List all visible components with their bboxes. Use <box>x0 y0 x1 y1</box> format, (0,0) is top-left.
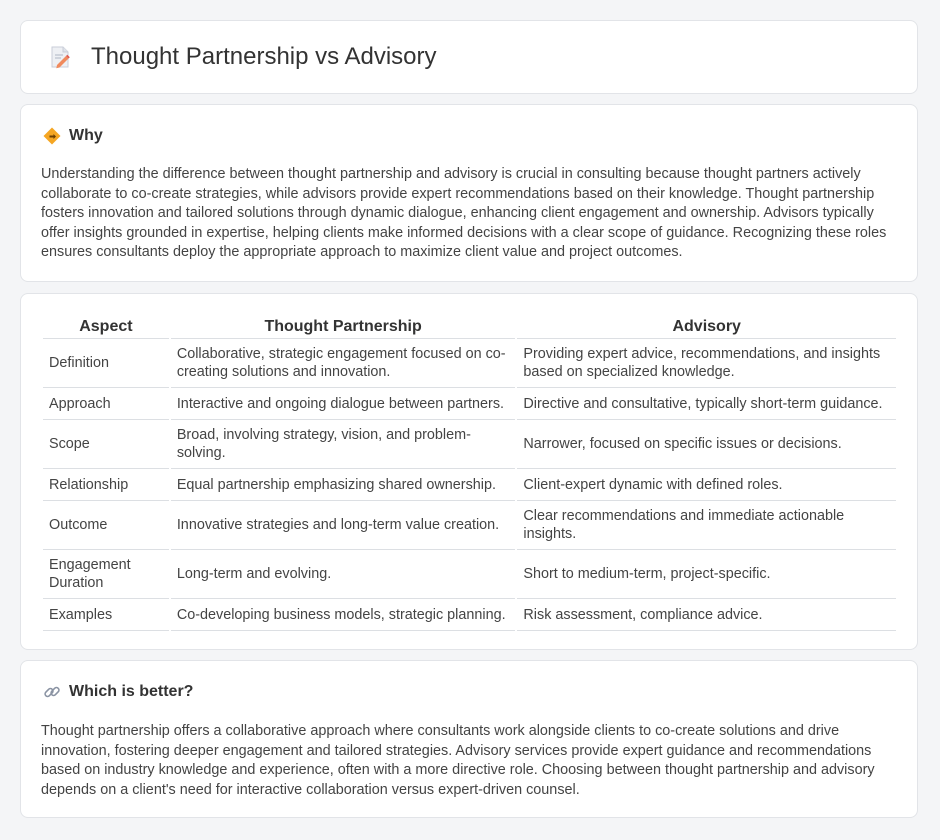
table-row <box>43 501 896 550</box>
table-header-row <box>43 316 896 339</box>
table-row <box>43 599 896 631</box>
column-header-advisory: Advisory <box>517 316 896 339</box>
why-text: Understanding the difference between thought partnership and advisory is crucial in consulting because thought partners actively collaborate to co-create strategies, while advisors provide expert recommendations based on their knowledge. Thought partnership fosters innovation and tailored solutions through dynamic dialogue, enhancing client engagement and ownership. Advisors typically offer insights grounded in expertise, helping clients make informed decisions with a clear scope of guidance. Recognizing these roles ensures consultants deploy the appropriate approach to maximize client value and project outcomes. <box>41 166 887 261</box>
why-heading: Why <box>69 127 103 144</box>
table-row <box>43 469 896 501</box>
table-cell-thought-partnership: Co-developing business models, strategic planning. <box>171 599 516 631</box>
column-header-thought-partnership: Thought Partnership <box>171 316 516 339</box>
which-is-better-section <box>20 660 918 818</box>
table-cell-thought-partnership: Long-term and evolving. <box>171 550 516 599</box>
better-heading: Which is better? <box>69 683 194 700</box>
table-cell-advisory: Directive and consultative, typically short-term guidance. <box>517 388 896 420</box>
table-row <box>43 339 896 388</box>
table-cell-thought-partnership: Broad, involving strategy, vision, and problem-solving. <box>171 420 516 469</box>
table-cell-advisory: Risk assessment, compliance advice. <box>517 599 896 631</box>
document-pencil-icon <box>47 44 73 70</box>
table-cell-thought-partnership: Equal partnership emphasizing shared ownership. <box>171 469 516 501</box>
table-cell-advisory: Client-expert dynamic with defined roles. <box>517 469 896 501</box>
table-cell-advisory: Short to medium-term, project-specific. <box>517 550 896 599</box>
table-row <box>43 420 896 469</box>
why-heading-row <box>43 127 103 145</box>
table-cell-advisory: Providing expert advice, recommendations, and insights based on specialized knowledge. <box>517 339 896 388</box>
table-cell-thought-partnership: Innovative strategies and long-term value creation. <box>171 501 516 550</box>
table-cell-thought-partnership: Interactive and ongoing dialogue between partners. <box>171 388 516 420</box>
better-heading-row <box>43 683 193 701</box>
table-row <box>43 550 896 599</box>
better-text: Thought partnership offers a collaborative approach where consultants work alongside clients to co-create solutions and drive innovation, fostering deeper engagement and tailored strategies. Advisory services provide expert guidance and recommendations based on industry knowledge and experience, often with a more directive role. Choosing between thought partnership and advisory depends on a client's need for interactive collaboration versus expert-driven counsel. <box>41 723 875 798</box>
comparison-table <box>41 316 898 631</box>
table-cell-aspect: Approach <box>43 388 169 420</box>
table-cell-aspect: Outcome <box>43 501 169 550</box>
comparison-table-section <box>20 293 918 650</box>
table-cell-advisory: Narrower, focused on specific issues or decisions. <box>517 420 896 469</box>
table-cell-aspect: Engagement Duration <box>43 550 169 599</box>
table-cell-aspect: Definition <box>43 339 169 388</box>
table-cell-thought-partnership: Collaborative, strategic engagement focused on co-creating solutions and innovation. <box>171 339 516 388</box>
table-cell-advisory: Clear recommendations and immediate actionable insights. <box>517 501 896 550</box>
directions-sign-icon <box>43 127 61 145</box>
why-section <box>20 104 918 282</box>
link-icon <box>43 683 61 701</box>
page-title: Thought Partnership vs Advisory <box>91 43 437 70</box>
column-header-aspect: Aspect <box>43 316 169 339</box>
table-cell-aspect: Scope <box>43 420 169 469</box>
table-row <box>43 388 896 420</box>
table-cell-aspect: Examples <box>43 599 169 631</box>
table-cell-aspect: Relationship <box>43 469 169 501</box>
header-card <box>20 20 918 94</box>
